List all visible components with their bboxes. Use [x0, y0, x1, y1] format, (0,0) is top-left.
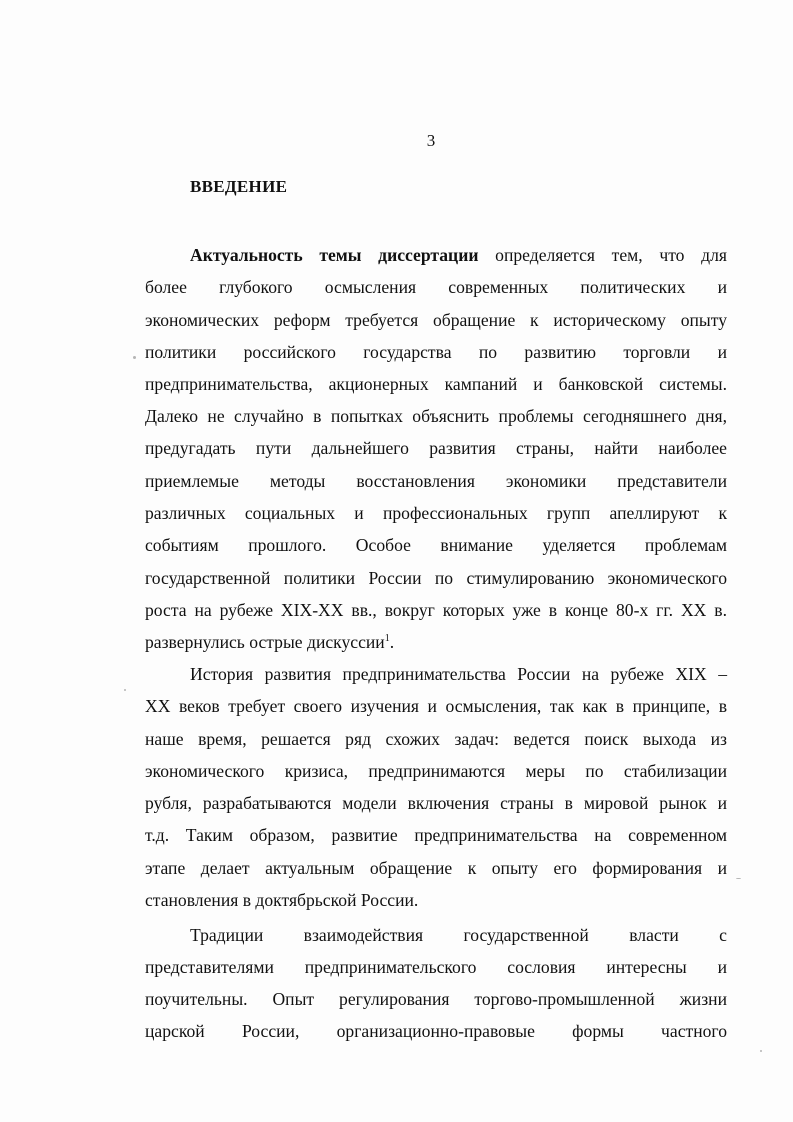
paragraph-1-line-5: предпринимательства, акционерных кампаний и банковской системы. — [145, 374, 727, 394]
paragraph-1-line-10: событиям прошлого. Особое внимание уделяется проблемам — [145, 535, 727, 555]
paragraph-2-line-8: становления в доктябрьской России. — [145, 890, 419, 910]
scan-speck — [736, 878, 741, 879]
paragraph-2-line-2: XX веков требует своего изучения и осмысления, так как в принципе, в — [145, 696, 727, 716]
scan-speck — [133, 356, 136, 359]
bold-lead-phrase: Актуальность темы диссертации — [190, 245, 479, 265]
footnote-marker: 1 — [384, 633, 390, 645]
paragraph-1-line-3: экономических реформ требуется обращение к историческому опыту — [145, 310, 727, 330]
paragraph-3-line-4: царской России, организационно-правовые формы частного — [145, 1021, 727, 1041]
scan-speck — [124, 689, 126, 691]
paragraph-1-line-8: приемлемые методы восстановления экономики представители — [145, 471, 727, 491]
line-end: . — [389, 632, 395, 652]
paragraph-1-line-12: роста на рубеже XIX-XX вв., вокруг которых уже в конце 80-х гг. XX в. — [145, 600, 727, 620]
line-text: определяется тем, что для — [478, 245, 727, 265]
section-heading: ВВЕДЕНИЕ — [190, 177, 288, 196]
paragraph-2-line-1: История развития предпринимательства России на рубеже XIX – — [190, 664, 727, 684]
paragraph-1-line-2: более глубокого осмысления современных политических и — [145, 277, 727, 297]
paragraph-2-line-6: т.д. Таким образом, развитие предпринимательства на современном — [145, 825, 727, 845]
paragraph-3-line-1: Традиции взаимодействия государственной власти с — [190, 925, 727, 945]
page-number: 3 — [426, 131, 436, 150]
paragraph-2-line-7: этапе делает актуальным обращение к опыту его формирования и — [145, 858, 727, 878]
paragraph-3-line-3: поучительны. Опыт регулирования торгово-промышленной жизни — [145, 989, 727, 1009]
paragraph-1-line-1 — [190, 244, 727, 266]
paragraph-1-line-11: государственной политики России по стимулированию экономического — [145, 568, 727, 588]
paragraph-1-line-7: предугадать пути дальнейшего развития страны, найти наиболее — [145, 438, 727, 458]
line-text: развернулись острые дискуссии — [145, 632, 385, 652]
paragraph-1-line-9: различных социальных и профессиональных групп апеллируют к — [145, 503, 727, 523]
scan-speck — [760, 1050, 762, 1052]
paragraph-3-line-2: представителями предпринимательского сословия интересны и — [145, 957, 727, 977]
paragraph-2-line-4: экономического кризиса, предпринимаются меры по стабилизации — [145, 761, 727, 781]
paragraph-1-line-13 — [145, 631, 727, 653]
paragraph-2-line-5: рубля, разрабатываются модели включения страны в мировой рынок и — [145, 793, 727, 813]
paragraph-1-line-6: Далеко не случайно в попытках объяснить проблемы сегодняшнего дня, — [145, 406, 727, 426]
paragraph-1-line-4: политики российского государства по развитию торговли и — [145, 342, 727, 362]
paragraph-2-line-3: наше время, решается ряд схожих задач: ведется поиск выхода из — [145, 729, 727, 749]
